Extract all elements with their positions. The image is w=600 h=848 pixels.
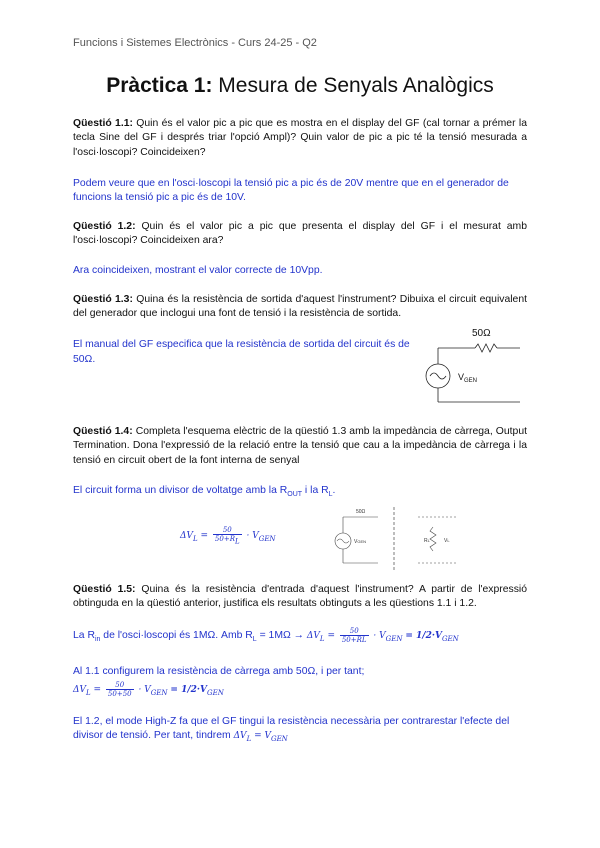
symbol-vgen: · V: [138, 685, 151, 695]
formula-result: = 1/2·V: [405, 631, 442, 641]
eq-rhs: = V: [251, 731, 271, 742]
question-label: Qüestió 1.5:: [73, 584, 136, 595]
circuit-source-label: V: [354, 539, 358, 545]
symbol-gen: GEN: [385, 634, 403, 643]
svg-text:RL: [424, 538, 431, 544]
formula-lhs: ΔV: [180, 531, 193, 542]
formula-num: 50: [213, 526, 242, 535]
rin-sub: in: [94, 636, 101, 644]
answer-1-4: [73, 484, 527, 502]
title-bold: Pràctica 1:: [106, 74, 213, 97]
circuit-source-sub: GEN: [464, 378, 478, 384]
symbol-vgen: · V: [373, 631, 386, 641]
circuit-resistor-label: 50Ω: [356, 509, 366, 515]
formula-1-4: $\Delta V_L$ = $\frac{50}{50+R_L}$ · $V_{GEN}$: [180, 526, 276, 546]
symbol-gen: GEN: [441, 634, 459, 643]
answer-1-5-line3: [73, 715, 527, 747]
circuit-out-label: V: [444, 538, 448, 544]
answer-1-5-line2: Al 1.1 configurem la resistència de càrrega amb 50Ω, i per tant;: [73, 666, 365, 677]
question-1-1: [73, 117, 527, 160]
rout-sub: OUT: [287, 491, 303, 499]
eq-rhs-sub: GEN: [270, 735, 288, 744]
question-1-5: [73, 583, 527, 612]
question-text: Quina és la resistència de sortida d'aquest l'instrument? Dibuixa el circuit equivalent del generador que inclogui una font de tensió i la resistència de sortida.: [73, 294, 527, 320]
circuit-source-sub: GEN: [357, 539, 367, 544]
question-text: Quin és el valor pic a pic que es mostra en el display del GF (cal tornar a prémer la tecla Sine del GF i després triar l'opció Ampl)? Quin valor de pic a pic té la tensió mesurada a l'osci·loscopi? Coincideixen?: [73, 118, 527, 158]
circuit-load-sub: L: [427, 538, 430, 543]
answer-1-1: Podem veure que en l'osci·loscopi la tensió pic a pic és de 20V mentre que en el generador de funcions la tensió pic a pic és de 10V.: [73, 178, 509, 204]
symbol-dv: ΔV: [306, 631, 320, 641]
eq-lhs-sub: L: [246, 735, 252, 744]
answer-1-5-line1: [73, 627, 543, 647]
formula-num: 50: [106, 681, 134, 690]
page-title: [0, 74, 600, 98]
question-1-2: [73, 220, 527, 249]
formula-den: 50+RL: [341, 636, 367, 644]
circuit-1-3: [420, 322, 530, 410]
symbol-l: L: [86, 688, 91, 697]
answer-text: de l'osci·loscopi és 1MΩ. Amb R: [100, 630, 253, 641]
question-1-4: [73, 425, 527, 468]
answer-text: El 1.2, el mode High-Z fa que el GF tingui la resistència necessària per contrarestar l'efecte del divisor de tensió. Per tant, tindrem: [73, 716, 510, 742]
circuit-1-4: [318, 505, 478, 573]
question-label: Qüestió 1.1:: [73, 118, 133, 129]
question-label: Qüestió 1.2:: [73, 221, 136, 232]
title-rest: Mesura de Senyals Analògics: [212, 74, 494, 97]
answer-text: = 1MΩ →: [256, 630, 305, 641]
rl-sub: L: [328, 491, 333, 499]
answer-text: i la R: [302, 485, 329, 496]
question-1-3: [73, 293, 527, 322]
circuit-load-label: R: [424, 538, 428, 544]
question-text: Quina és la resistència d'entrada d'aquest l'instrument? A partir de l'expressió obtinguda en la qüestió anterior, justifica els resultats obtinguts a les qüestions 1.1 i 1.2.: [73, 584, 527, 610]
svg-text:VGEN: [354, 539, 366, 545]
eq-lhs: ΔV: [233, 731, 247, 742]
answer-text: La R: [73, 630, 95, 641]
formula-rhs: · V: [246, 531, 259, 542]
symbol-gen: GEN: [150, 688, 168, 697]
question-text: Completa l'esquema elèctric de la qüestió 1.3 amb la impedància de càrrega, Output Termination. Dona l'expressió de la relació entre la tensió que cau a la impedància de càrrega i la tensió en circuit obert de la font interna de senyal: [73, 426, 527, 466]
answer-text: .: [332, 485, 336, 496]
formula-1: $\Delta V_L$ = $\frac{50}{50+RL}$ · $V_{GEN} = 1/2\cdot V_{GEN}$: [306, 627, 459, 644]
formula-lhs-sub: L: [193, 535, 198, 543]
answer-1-2: Ara coincideixen, mostrant el valor correcte de 10Vpp.: [73, 265, 323, 276]
formula-fraction: [340, 627, 369, 644]
circuit-resistor-label: 50Ω: [472, 328, 491, 339]
formula-3: [233, 731, 288, 744]
rl-sub: L: [252, 636, 257, 644]
symbol-dv: ΔV: [73, 685, 86, 695]
svg-text:VGEN: [458, 372, 477, 384]
symbol-l: L: [319, 634, 325, 643]
formula-fraction: [213, 526, 242, 545]
symbol-gen: GEN: [207, 688, 224, 697]
answer-text: El circuit forma un divisor de voltatge amb la R: [73, 485, 288, 496]
circuit-source-label: V: [458, 372, 465, 382]
formula-num: 50: [340, 627, 369, 636]
question-label: Qüestió 1.4:: [73, 426, 133, 437]
formula-rhs-sub: GEN: [258, 535, 276, 543]
formula-fraction: [106, 681, 134, 698]
circuit-out-sub: L: [447, 538, 450, 543]
svg-text:VL: [444, 538, 450, 544]
formula-2: $\Delta V_L$ = $\frac{50}{50+50}$ · $V_{GEN} = 1/2\cdot V_{GEN}$: [73, 681, 224, 698]
question-label: Qüestió 1.3:: [73, 294, 133, 305]
formula-den-main: 50+R: [214, 535, 235, 543]
formula-den-sub: L: [234, 537, 240, 546]
question-text: Quin és el valor pic a pic que presenta el display del GF i el mesurat amb l'osci·loscopi? Coincideixen ara?: [73, 221, 527, 247]
page-header: Funcions i Sistemes Electrònics - Curs 24-25 - Q2: [73, 37, 317, 49]
formula-den: 50+50: [107, 690, 132, 698]
formula-result: = 1/2·V: [170, 685, 208, 695]
answer-1-3: El manual del GF especifica que la resistència de sortida del circuit és de 50Ω.: [73, 339, 410, 365]
formula-den: [213, 535, 242, 545]
